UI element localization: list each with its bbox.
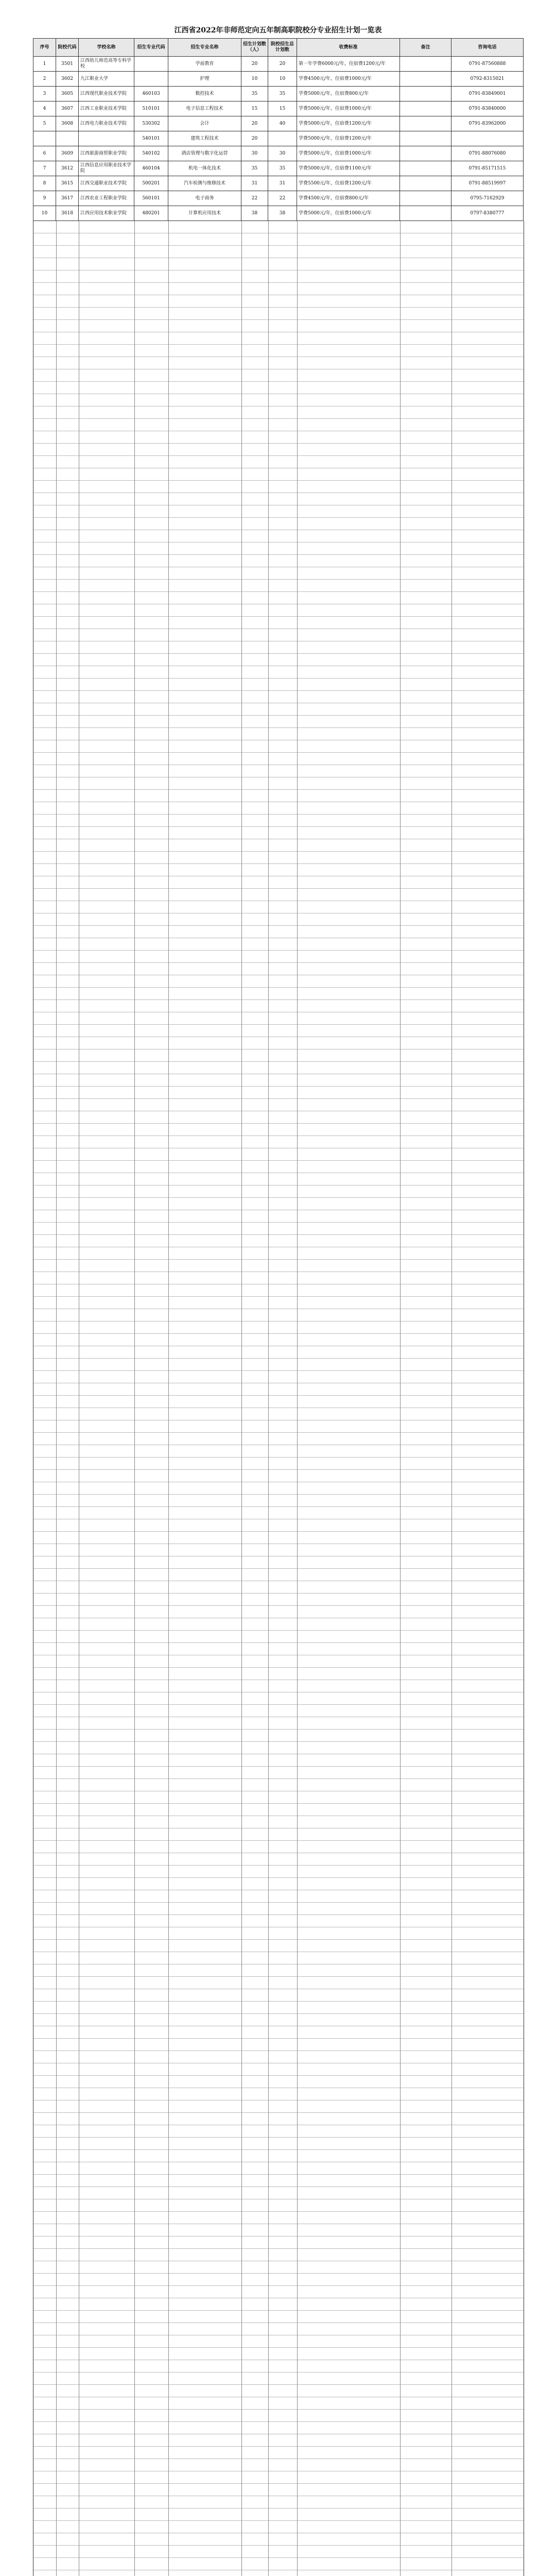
col-header-index: 序号	[33, 39, 56, 57]
table-row: 1 3501 江西幼儿师范高等专科学校 学前教育 20 20 第一年学费6000元/年，住宿费1200元/年 0791-87560888	[33, 57, 524, 72]
table-row: 5 3608 江西电力职业技术学院 530302 会计 20 40 学费5000元/年，住宿费1200元/年 0791-83962000	[33, 116, 524, 131]
document-page	[33, 23, 523, 221]
col-header-plan-count: 招生计划数（人）	[241, 39, 268, 57]
table-row: 540101 建筑工程技术 20 学费5000元/年，住宿费1200元/年	[33, 131, 524, 146]
table-header-row	[33, 39, 524, 57]
enrollment-plan-table	[33, 38, 524, 221]
col-header-fee: 收费标准	[297, 39, 400, 57]
table-row: 7 3612 江西信息应用职业技术学院 460104 机电一体化技术 35 35 学费5000元/年，住宿费1100元/年 0791-85171515	[33, 161, 524, 176]
table-row: 9 3617 江西农业工程职业学院 560101 电子商务 22 22 学费4500元/年，住宿费800元/年 0795-7162929	[33, 191, 524, 206]
col-header-major-name: 招生专业名称	[168, 39, 241, 57]
table-row: 4 3607 江西工业职业技术学院 510101 电子信息工程技术 15 15 学费5000元/年，住宿费1000元/年 0791-83840000	[33, 101, 524, 116]
table-continuation-grid	[33, 221, 524, 2576]
table-row: 6 3609 江西旅游商贸职业学院 540102 酒店管理与数字化运营 30 30 学费5000元/年，住宿费1000元/年 0791-88076080	[33, 146, 524, 161]
table-row: 2 3602 九江职业大学 护理 10 10 学费4500元/年，住宿费1000元/年 0792-8315021	[33, 72, 524, 87]
table-row: 3 3605 江西现代职业技术学院 460103 数控技术 35 35 学费5000元/年，住宿费800元/年 0791-83849001	[33, 87, 524, 101]
col-header-school-total: 院校招生总计划数	[268, 39, 297, 57]
col-header-major-code: 招生专业代码	[134, 39, 168, 57]
col-header-remark: 备注	[400, 39, 451, 57]
table-row: 8 3615 江西交通职业技术学院 500201 汽车检测与维修技术 31 31 学费5500元/年，住宿费1200元/年 0791-88519997	[33, 176, 524, 191]
table-row: 10 3618 江西应用技术职业学院 480201 计算机应用技术 38 38 学费5000元/年，住宿费1000元/年 0797-8380777	[33, 206, 524, 221]
col-header-phone: 咨询电话	[451, 39, 524, 57]
page-title: 江西省2022年非师范定向五年制高职院校分专业招生计划一览表	[174, 26, 382, 35]
col-header-school-name: 学校名称	[79, 39, 134, 57]
col-header-school-code: 院校代码	[56, 39, 79, 57]
